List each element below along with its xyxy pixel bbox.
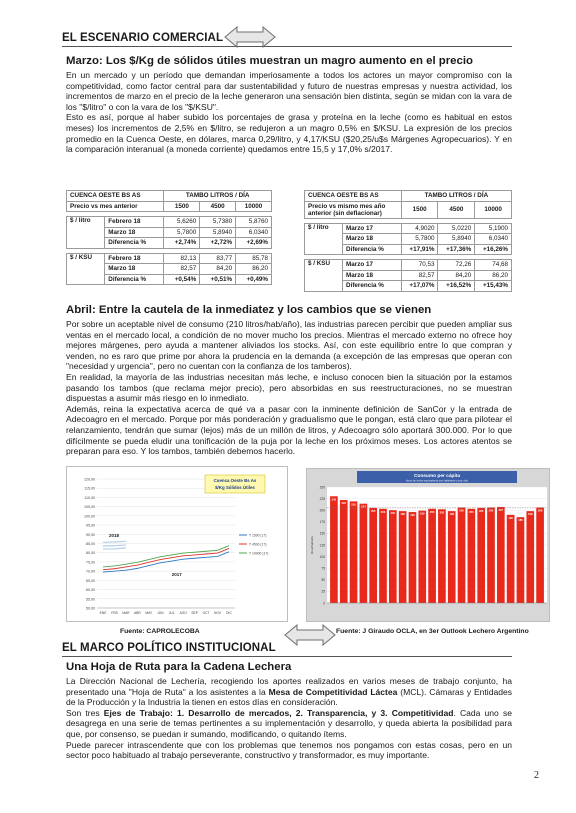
- y-tick-label: 0: [323, 601, 325, 606]
- data-label: 200: [390, 512, 396, 516]
- cell: 74,68: [475, 260, 512, 271]
- paragraph: [66, 676, 512, 708]
- y-tick-label: 100,00: [84, 514, 95, 519]
- row-label: Marzo 18: [105, 264, 164, 275]
- cell: 5,7800: [164, 227, 200, 238]
- unit-label: $ / KSU: [305, 260, 343, 292]
- chart-title: Cuenca Oeste Bs As: [213, 478, 257, 483]
- heading-abril: Abril: Entre la cautela de la inmediatez y los cambios que se vienen: [66, 304, 432, 316]
- table-subheader: [305, 201, 402, 218]
- row-label: Diferencia %: [343, 281, 402, 292]
- data-label: 185: [518, 519, 523, 523]
- series-line: [103, 541, 126, 542]
- bar: [389, 510, 397, 603]
- double-arrow-icon: [284, 624, 336, 646]
- legend-label: T 1500 (17): [249, 533, 267, 538]
- data-label: 196: [410, 514, 415, 518]
- cell: +15,43%: [475, 281, 512, 292]
- bar: [350, 501, 358, 603]
- table-header: TAMBO LITROS / DÍA: [164, 191, 272, 202]
- bar: [360, 504, 368, 603]
- line-chart: [67, 467, 289, 623]
- cell: 82,57: [401, 270, 438, 281]
- bar: [526, 511, 534, 603]
- double-arrow-icon: [224, 26, 276, 48]
- heading-marzo: Marzo: Los $/Kg de sólidos útiles muestran un magro aumento en el precio: [66, 55, 473, 67]
- cell: 82,13: [164, 253, 200, 264]
- cell: +2,69%: [236, 238, 272, 249]
- row-label: Marzo 17: [343, 260, 402, 271]
- x-tick-label: MAR: [122, 611, 130, 615]
- paragraph: En un mercado y un período que demandan imperiosamente a todos los actores un mayor compromiso con la competitividad, como factor central para dar sustentabilidad y futuro de nuestras empresas y nuestra actividad, los incrementos de marzo en el precio de la leche generaron una sensación bien distinta, según se midan con la vara de los "$/litro" o con la vara de los "$/KSU".: [66, 70, 512, 112]
- data-label: 230: [331, 498, 337, 502]
- cell: 5,0220: [438, 223, 475, 234]
- col-header: 10000: [236, 201, 272, 212]
- cell: 85,78: [236, 253, 272, 264]
- data-label: 190: [508, 516, 513, 520]
- bar-chart-figure: [306, 468, 550, 622]
- x-tick-label: ENE: [99, 611, 107, 615]
- price-table-monthly: [66, 190, 272, 285]
- unit-label: $ / litro: [67, 217, 105, 249]
- row-label: Marzo 17: [343, 223, 402, 234]
- data-label: 198: [528, 513, 533, 517]
- y-tick-label: 75: [321, 566, 325, 571]
- paragraph: Esto es así, porque al haber subido los porcentajes de grasa y proteína en la leche (como es habitual en estos meses) los incrementos de 2,5% en $/litro, se redujeron a un magro 0,5% en $/KSU. La expresión de los precios promedio en la Cuenca Oeste, en dólares, marca 0,29/litro, y 4,17/KSU ($20,25/u$s Márgenes Agropecuarios). Y en la comparación interanual (a moneda corriente) quedamos entre 15,5 y 17,0% s/2017.: [66, 112, 512, 155]
- bar: [497, 507, 505, 603]
- paragraph: Puede parecer intrascendente que con los problemas que tenemos nos pongamos con estas cosas, pero en un sector poco habituado al trabajo perseverante, constructivo y transformador, es muy importante.: [66, 739, 512, 761]
- paragraph: En realidad, la mayoría de las industrias necesitan más leche, e incluso conocen bien la situación por la estamos pasando los tambos (que reclama mejor precio), pero absorbidas en sus reestructuraciones, no se muestran dispuestas a asumir más riesgo en lo inmediato.: [66, 371, 512, 404]
- data-label: 205: [370, 509, 376, 513]
- x-tick-label: NOV: [213, 611, 222, 615]
- chart-title: Consumo per cápita: [413, 474, 461, 479]
- paragraph-marzo: [66, 70, 512, 155]
- y-tick-label: 60,00: [86, 588, 95, 593]
- cell: 5,8940: [438, 234, 475, 245]
- col-header: 1500: [401, 201, 438, 218]
- bar: [507, 515, 515, 603]
- data-label: 203: [380, 510, 386, 514]
- data-label: 198: [449, 513, 454, 517]
- y-tick-label: 125: [319, 543, 325, 548]
- cell: +2,74%: [164, 238, 200, 249]
- x-tick-label: AGO: [179, 611, 187, 615]
- cell: +17,07%: [401, 281, 438, 292]
- heading-hoja-de-ruta: Una Hoja de Ruta para la Cadena Lechera: [66, 661, 292, 673]
- cell: +2,72%: [200, 238, 236, 249]
- table-row: [305, 223, 512, 234]
- source-right: Fuente: J Giraudo OCLA, en 3er Outlook Lechero Argentino: [336, 628, 529, 635]
- x-tick-label: JUL: [168, 611, 175, 615]
- y-tick-label: 120,00: [84, 477, 95, 482]
- row-label: Diferencia %: [105, 274, 164, 285]
- paragraph-abril: [66, 319, 512, 457]
- cell: 84,20: [200, 264, 236, 275]
- chart-subtitle: $/Kg Sólidos Útiles: [215, 485, 255, 490]
- paragraph: Además, reina la expectativa acerca de qué va a pasar con la inminente definición de SanCor y la entrada de Adecoagro en el mercado. Porque por más ponderación y gradualismo que le pongan, está claro que para pilotear el relanzamiento, tendrán que sumar (lejos) más de un millón de litros, y Adecoagro sólo aportará 300.000. Por lo que difícilmente se pueda eludir una tonificación de la puja por la leche en los próximos meses. Los actores atentos se preparan para eso. Y los tambos, también debemos hacerlo.: [66, 403, 512, 457]
- x-tick-label: OCT: [202, 611, 210, 615]
- cell: 6,0340: [236, 227, 272, 238]
- data-label: 206: [488, 509, 494, 513]
- y-tick-label: 250: [319, 485, 325, 490]
- cell: +0,49%: [236, 274, 272, 285]
- table-row: [67, 217, 272, 228]
- cell: 82,57: [164, 264, 200, 275]
- series-line: [103, 548, 126, 549]
- cell: 86,20: [236, 264, 272, 275]
- section-title: EL MARCO POLÍTICO INSTITUCIONAL: [62, 642, 276, 654]
- row-label: Diferencia %: [343, 244, 402, 255]
- annotation-label: 2017: [171, 571, 182, 577]
- y-tick-label: 70,00: [86, 569, 95, 574]
- row-label: Diferencia %: [105, 238, 164, 249]
- bar: [468, 509, 476, 603]
- y-tick-label: 75,00: [86, 560, 95, 565]
- y-tick-label: 115,00: [84, 486, 95, 491]
- table-header: CUENCA OESTE BS AS: [305, 191, 402, 202]
- data-label: 203: [469, 510, 474, 514]
- legend-label: T 4500 (17): [249, 542, 267, 547]
- cell: +17,36%: [438, 244, 475, 255]
- row-label: Marzo 18: [343, 270, 402, 281]
- x-tick-label: SEP: [191, 611, 198, 615]
- data-label: 199: [420, 512, 425, 516]
- cell: +16,26%: [475, 244, 512, 255]
- y-tick-label: 55,00: [86, 597, 95, 602]
- cell: +0,51%: [200, 274, 236, 285]
- y-tick-label: 50: [321, 578, 325, 583]
- x-tick-label: ABR: [133, 611, 141, 615]
- row-label: Febrero 18: [105, 217, 164, 228]
- data-label: 203: [429, 510, 435, 514]
- data-label: 222: [341, 501, 346, 505]
- bar: [448, 511, 456, 603]
- cell: +0,54%: [164, 274, 200, 285]
- bar: [379, 509, 387, 603]
- table-header: CUENCA OESTE BS AS: [67, 191, 164, 202]
- table-subheader: Precio vs mes anterior: [67, 201, 164, 212]
- col-header: 10000: [475, 201, 512, 218]
- y-tick-label: 105,00: [84, 505, 95, 510]
- cell: 70,53: [401, 260, 438, 271]
- col-header: 4500: [200, 201, 236, 212]
- cell: 5,6260: [164, 217, 200, 228]
- row-label: Marzo 18: [105, 227, 164, 238]
- line-chart-figure: [66, 466, 288, 622]
- x-tick-label: JUN: [157, 611, 164, 615]
- cell: 86,20: [475, 270, 512, 281]
- text: Son tres: [66, 707, 104, 718]
- bar: [428, 509, 436, 603]
- cell: 5,7800: [401, 234, 438, 245]
- cell: 5,8940: [200, 227, 236, 238]
- chart-subtitle: litros de leche equivalente por habitante y por año: [406, 478, 468, 483]
- text: . Cada uno se desagrega en una serie de temas pertinentes a su implementación y desarrollo, y queda abierta la posibilidad para que, por consenso, se puedan ir sumando, modificando, o quitando ítems.: [66, 707, 512, 739]
- cell: 72,26: [438, 260, 475, 271]
- y-tick-label: 95,00: [86, 523, 95, 528]
- bar: [517, 517, 525, 603]
- paragraph: [66, 708, 512, 740]
- data-label: 205: [478, 509, 484, 513]
- source-left: Fuente: CAPROLECOBA: [120, 628, 200, 635]
- text: La Dirección Nacional de Lechería, recogiendo los aportes realizados en varios meses de trabajo conjunto, ha presentado una "Hoja de Ruta" a los asistentes a la: [66, 676, 512, 697]
- bar: [418, 511, 426, 603]
- text: (MCL). Cámaras y Entidades de la Producción y la Industria la tienen en estos días en consideración.: [66, 686, 512, 708]
- y-tick-label: 80,00: [86, 551, 95, 556]
- data-label: 214: [361, 505, 366, 509]
- bar: [330, 496, 338, 603]
- table-row: [67, 253, 272, 264]
- cell: 84,20: [438, 270, 475, 281]
- cell: 5,7380: [200, 217, 236, 228]
- bar: [409, 512, 417, 603]
- x-tick-label: MAY: [145, 611, 153, 615]
- bar: [487, 507, 495, 603]
- bar: [340, 500, 348, 603]
- annotation-label: 2018: [109, 533, 120, 539]
- page-number: 2: [534, 770, 539, 781]
- cell: 4,9020: [401, 223, 438, 234]
- series-line: [103, 548, 229, 569]
- bar: [438, 509, 446, 603]
- cell: 5,1900: [475, 223, 512, 234]
- row-label: Marzo 18: [343, 234, 402, 245]
- row-label: Febrero 18: [105, 253, 164, 264]
- y-tick-label: 175: [319, 520, 325, 525]
- bar: [399, 511, 407, 603]
- bar: [536, 507, 544, 603]
- y-tick-label: 200: [319, 508, 325, 513]
- y-tick-label: 50,00: [86, 606, 95, 611]
- data-label: 206: [459, 509, 464, 513]
- y-tick-label: 150: [319, 531, 325, 536]
- y-tick-label: 100: [319, 554, 325, 559]
- y-tick-label: 65,00: [86, 578, 95, 583]
- bar: [477, 508, 485, 603]
- x-tick-label: FEB: [111, 611, 118, 615]
- cell: +16,52%: [438, 281, 475, 292]
- subheader-line: Precio vs mismo mes año: [308, 202, 386, 210]
- price-table-interannual: [304, 190, 512, 292]
- table-row: [305, 260, 512, 271]
- y-axis-label: litros/hab/año: [310, 535, 314, 555]
- y-tick-label: 25: [321, 589, 325, 594]
- data-label: 207: [498, 508, 504, 512]
- bar: [369, 508, 377, 603]
- cell: 83,77: [200, 253, 236, 264]
- y-tick-label: 110,00: [84, 495, 95, 500]
- cell: 5,8760: [236, 217, 272, 228]
- data-label: 206: [537, 509, 543, 513]
- subheader-line: anterior (sin deflacionar): [308, 209, 382, 217]
- section-header-escenario: [62, 27, 512, 47]
- series-line: [103, 545, 126, 546]
- paragraph: Por sobre un aceptable nivel de consumo (210 litros/hab/año), las industrias parecen percibir que pueden ampliar sus ventas en el mercado local, a condición de no mover mucho los precios. Mientras el mercado externo no ofrece hoy mejores márgenes, pero ayuda a mantener aliviados los stocks. Así, con este equilibrio entre lo que compran y venden, no es raro que prime por ahora la prudencia en la demanda (a excepción de las empresas que operan con "necesidad y urgencia", pero no cuentan con la confianza de los tamberos).: [66, 319, 512, 372]
- data-label: 202: [439, 511, 445, 515]
- x-tick-label: DIC: [226, 611, 232, 615]
- text-bold: Mesa de Competitividad Láctea: [268, 686, 398, 697]
- cell: +17,91%: [401, 244, 438, 255]
- unit-label: $ / KSU: [67, 253, 105, 285]
- cell: 6,0340: [475, 234, 512, 245]
- data-label: 198: [400, 513, 405, 517]
- paragraph-hoja-de-ruta: [66, 676, 512, 761]
- table-header: TAMBO LITROS / DÍA: [401, 191, 511, 202]
- col-header: 4500: [438, 201, 475, 218]
- text-bold: Ejes de Trabajo: 1. Desarrollo de mercados, 2. Transparencia, y 3. Competitividad: [103, 707, 454, 718]
- bar-chart: [307, 469, 551, 623]
- y-tick-label: 225: [319, 496, 325, 501]
- legend-label: T 10000 (17): [249, 551, 269, 556]
- y-tick-label: 90,00: [86, 532, 95, 537]
- section-title: EL ESCENARIO COMERCIAL: [62, 32, 224, 44]
- data-label: 219: [351, 503, 356, 507]
- col-header: 1500: [164, 201, 200, 212]
- y-tick-label: 85,00: [86, 542, 95, 546]
- unit-label: $ / litro: [305, 223, 343, 255]
- bar: [458, 507, 466, 603]
